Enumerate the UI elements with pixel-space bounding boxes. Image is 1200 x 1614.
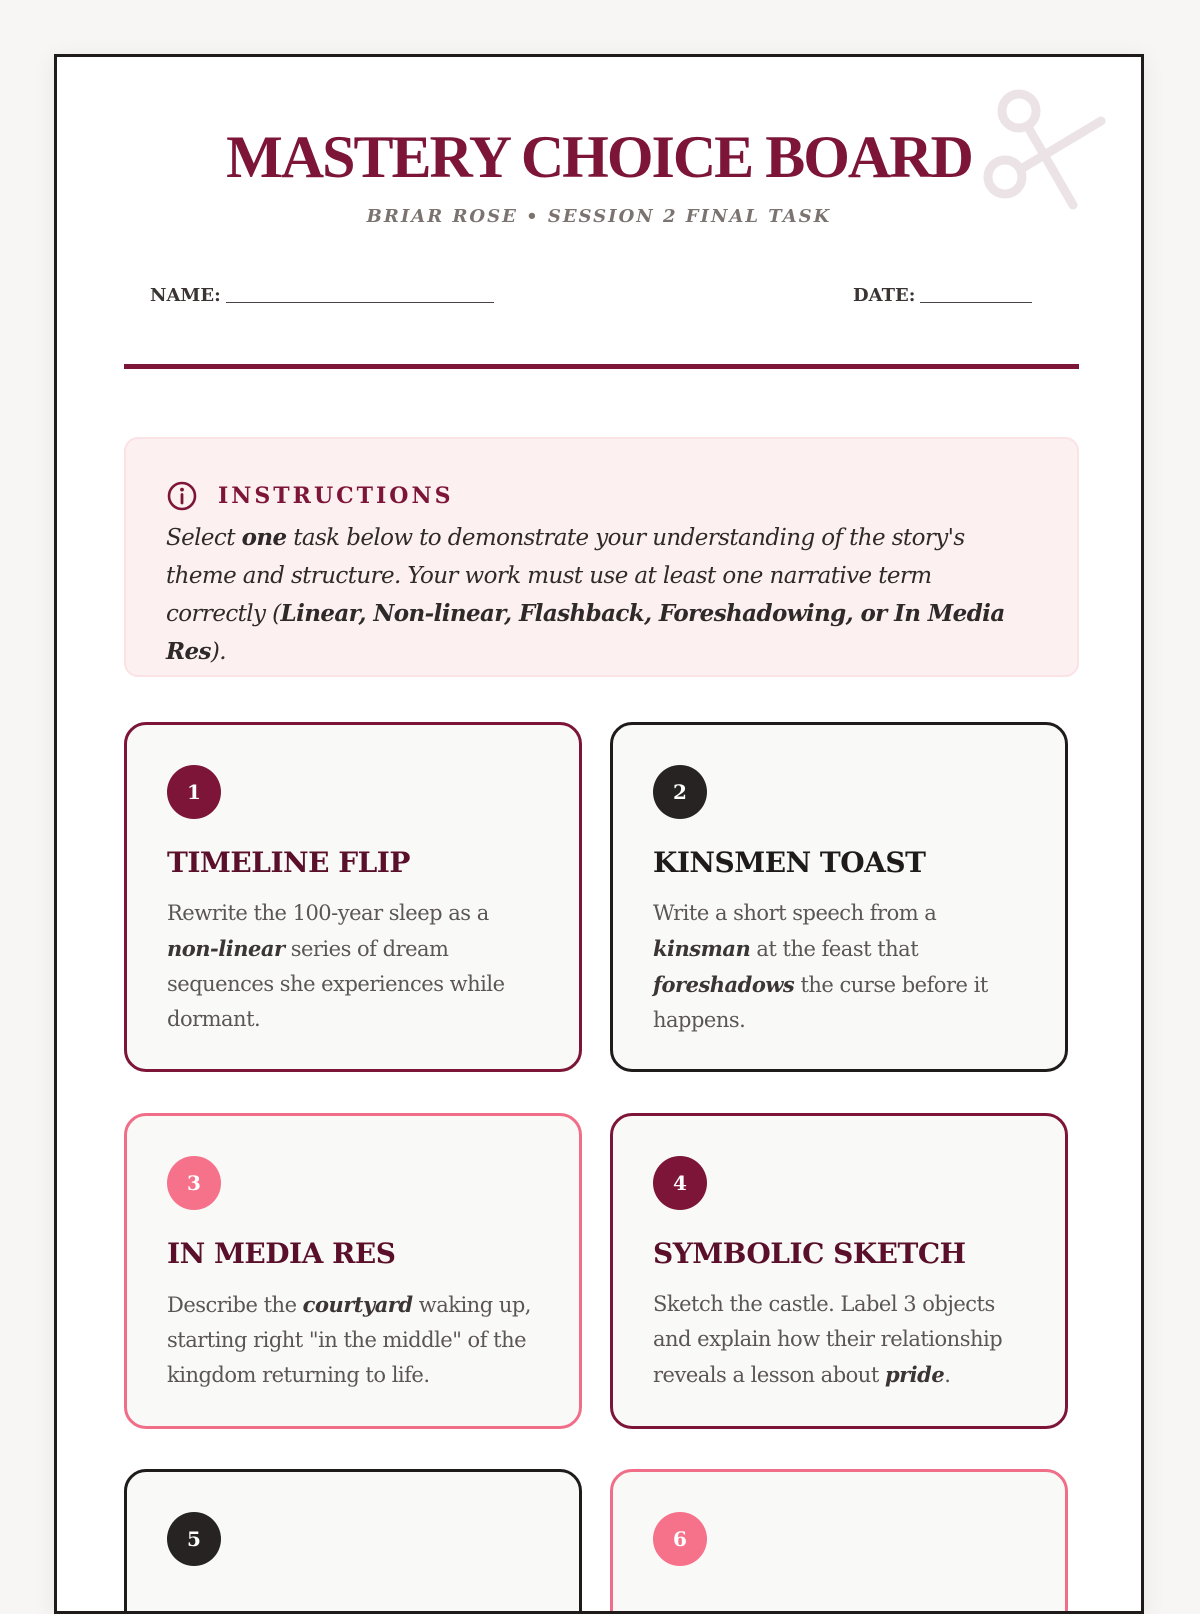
info-icon	[166, 480, 198, 512]
instructions-text: Select one task below to demonstrate your understanding of the story's theme and structure. Your work must use at least one narrative term correctly (Linear, Non-linear, Flashback, Foreshadowing, or In Media Res).	[166, 524, 1005, 665]
name-label: NAME:	[150, 285, 221, 306]
instructions-box	[124, 437, 1079, 677]
page-subtitle: BRIAR ROSE • SESSION 2 FINAL TASK	[366, 206, 832, 227]
worksheet	[54, 54, 1144, 1614]
task-description: Describe the courtyard waking up, starting right "in the middle" of the kingdom returning to life.	[167, 1292, 531, 1387]
task-card-kinsmen-toast[interactable]	[610, 722, 1068, 1072]
task-number-badge: 2	[653, 765, 707, 819]
task-title: IN MEDIA RES	[167, 1237, 396, 1270]
task-title: TIMELINE FLIP	[167, 846, 410, 879]
task-card-timeline-flip[interactable]	[124, 722, 582, 1072]
task-card-in-media-res[interactable]	[124, 1113, 582, 1429]
task-title: KINSMEN TOAST	[653, 846, 926, 879]
task-card-5[interactable]	[124, 1469, 582, 1614]
task-number-badge: 3	[167, 1156, 221, 1210]
page-title: MASTERY CHOICE BOARD	[226, 124, 972, 190]
date-line[interactable]	[920, 286, 1032, 303]
task-description: Rewrite the 100-year sleep as a non-linear series of dream sequences she experiences while dormant.	[167, 901, 505, 1031]
task-title: SYMBOLIC SKETCH	[653, 1237, 966, 1270]
task-card-6[interactable]	[610, 1469, 1068, 1614]
task-card-symbolic-sketch[interactable]	[610, 1113, 1068, 1429]
task-number-badge: 1	[167, 765, 221, 819]
task-number-badge: 5	[167, 1512, 221, 1566]
header-divider	[124, 364, 1079, 369]
name-field[interactable]	[150, 285, 494, 306]
task-description: Sketch the castle. Label 3 objects and explain how their relationship reveals a lesson about pride.	[653, 1292, 1003, 1387]
task-number-badge: 6	[653, 1512, 707, 1566]
task-number-badge: 4	[653, 1156, 707, 1210]
date-field[interactable]	[853, 285, 1032, 306]
date-label: DATE:	[853, 285, 916, 306]
instructions-header	[166, 479, 1037, 513]
instructions-title: INSTRUCTIONS	[218, 483, 454, 509]
name-line[interactable]	[226, 286, 494, 303]
task-description: Write a short speech from a kinsman at the feast that foreshadows the curse before it happens.	[653, 901, 988, 1032]
